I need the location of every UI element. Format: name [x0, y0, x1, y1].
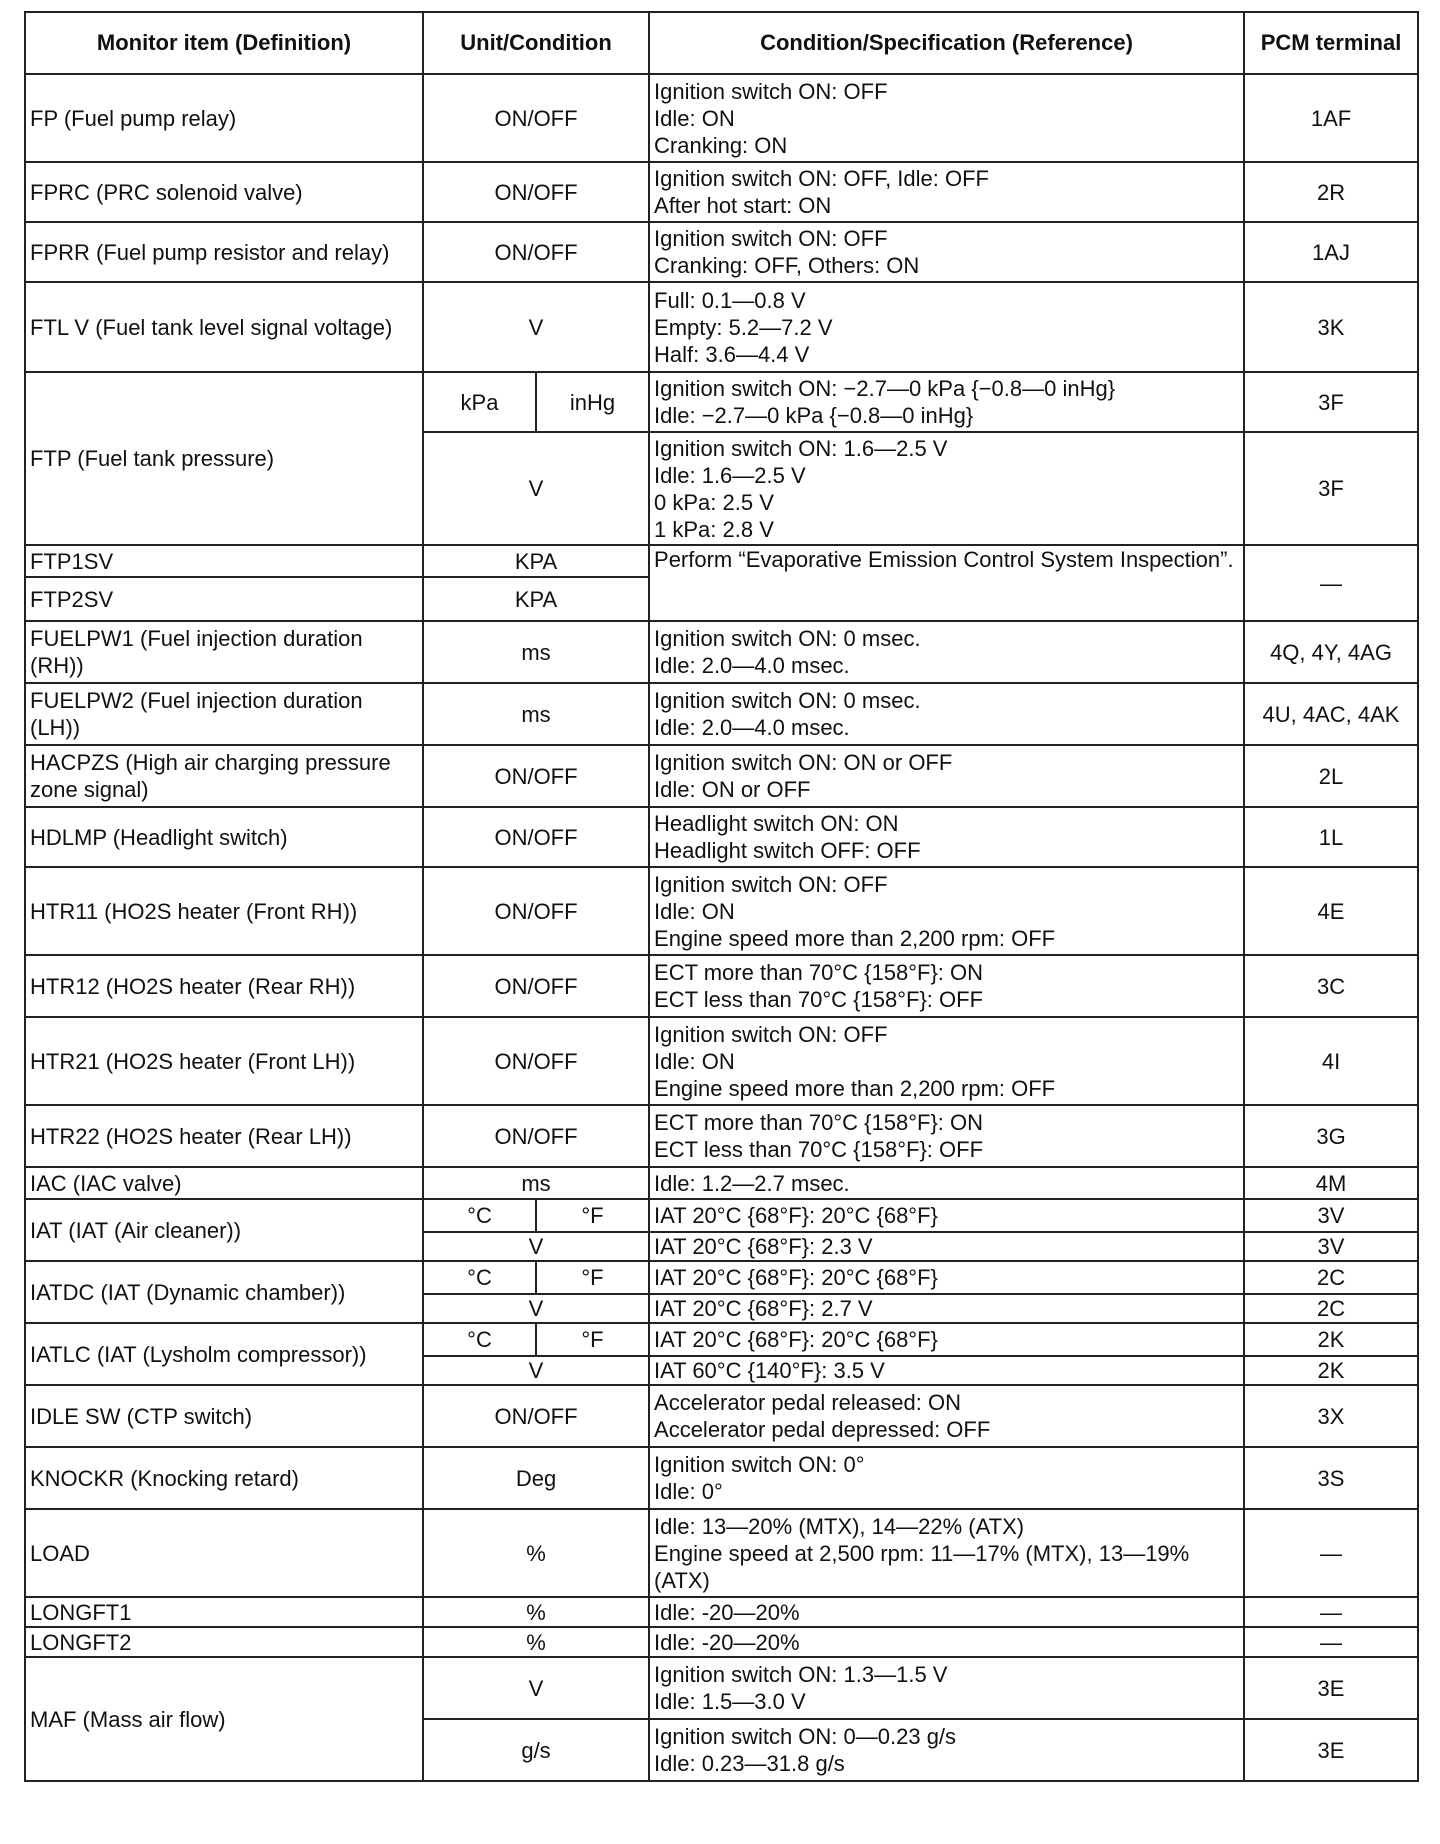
monitor-item: KNOCKR (Knocking retard) — [25, 1447, 423, 1509]
monitor-item: LOAD — [25, 1509, 423, 1597]
unit-condition: ON/OFF — [423, 1105, 649, 1167]
specification: Accelerator pedal released: ON Accelerator pedal depressed: OFF — [649, 1385, 1244, 1447]
table-row — [25, 1261, 1418, 1294]
specification: Ignition switch ON: OFF, Idle: OFF After hot start: ON — [649, 162, 1244, 222]
specification: IAT 20°C {68°F}: 2.7 V — [649, 1294, 1244, 1323]
monitor-item: FUELPW2 (Fuel injection duration (LH)) — [25, 683, 423, 745]
unit-condition: V — [423, 282, 649, 372]
monitor-item: IATDC (IAT (Dynamic chamber)) — [25, 1261, 423, 1323]
pcm-terminal: 2K — [1244, 1356, 1418, 1385]
table-row — [25, 1447, 1418, 1509]
unit-condition: ON/OFF — [423, 955, 649, 1017]
unit-fahrenheit: °F — [536, 1323, 649, 1356]
monitor-item: FTP (Fuel tank pressure) — [25, 372, 423, 545]
pcm-terminal: 3C — [1244, 955, 1418, 1017]
monitor-item: FP (Fuel pump relay) — [25, 74, 423, 162]
table-row — [25, 372, 1418, 432]
monitor-item: HACPZS (High air charging pressure zone signal) — [25, 745, 423, 807]
pcm-terminal: 3E — [1244, 1657, 1418, 1719]
monitor-item: HTR21 (HO2S heater (Front LH)) — [25, 1017, 423, 1105]
pcm-terminal: 3V — [1244, 1199, 1418, 1232]
pcm-terminal: 2C — [1244, 1261, 1418, 1294]
unit-condition: g/s — [423, 1719, 649, 1781]
specification: IAT 20°C {68°F}: 20°C {68°F} — [649, 1199, 1244, 1232]
specification: Ignition switch ON: −2.7—0 kPa {−0.8—0 inHg} Idle: −2.7—0 kPa {−0.8—0 inHg} — [649, 372, 1244, 432]
pcm-terminal: 3K — [1244, 282, 1418, 372]
unit-condition: ON/OFF — [423, 222, 649, 282]
monitor-spec-table — [24, 11, 1419, 1782]
table-row — [25, 683, 1418, 745]
header-unit-condition: Unit/Condition — [423, 12, 649, 74]
specification: Ignition switch ON: OFF Idle: ON Engine speed more than 2,200 rpm: OFF — [649, 867, 1244, 955]
specification: Ignition switch ON: 0° Idle: 0° — [649, 1447, 1244, 1509]
unit-condition: ON/OFF — [423, 807, 649, 867]
specification: ECT more than 70°C {158°F}: ON ECT less than 70°C {158°F}: OFF — [649, 1105, 1244, 1167]
specification: ECT more than 70°C {158°F}: ON ECT less than 70°C {158°F}: OFF — [649, 955, 1244, 1017]
unit-condition: % — [423, 1597, 649, 1627]
table-row — [25, 1105, 1418, 1167]
pcm-terminal: — — [1244, 545, 1418, 621]
specification: Idle: 13—20% (MTX), 14—22% (ATX) Engine speed at 2,500 rpm: 11—17% (MTX), 13—19% (ATX) — [649, 1509, 1244, 1597]
pcm-terminal: 2R — [1244, 162, 1418, 222]
specification: Perform “Evaporative Emission Control System Inspection”. — [649, 545, 1244, 621]
pcm-terminal: 3S — [1244, 1447, 1418, 1509]
unit-condition: ON/OFF — [423, 1017, 649, 1105]
unit-fahrenheit: °F — [536, 1199, 649, 1232]
table-row — [25, 807, 1418, 867]
table-row — [25, 1509, 1418, 1597]
monitor-item: FTP1SV — [25, 545, 423, 577]
unit-condition: V — [423, 1356, 649, 1385]
monitor-item: LONGFT2 — [25, 1627, 423, 1657]
table-row — [25, 282, 1418, 372]
monitor-item: IATLC (IAT (Lysholm compressor)) — [25, 1323, 423, 1385]
pcm-terminal: 3F — [1244, 432, 1418, 545]
monitor-item: HTR11 (HO2S heater (Front RH)) — [25, 867, 423, 955]
monitor-item: IAT (IAT (Air cleaner)) — [25, 1199, 423, 1261]
pcm-terminal: 1AF — [1244, 74, 1418, 162]
specification: Ignition switch ON: OFF Idle: ON Engine speed more than 2,200 rpm: OFF — [649, 1017, 1244, 1105]
table-row — [25, 867, 1418, 955]
pcm-terminal: 2L — [1244, 745, 1418, 807]
unit-condition: % — [423, 1509, 649, 1597]
pcm-terminal: 2K — [1244, 1323, 1418, 1356]
pcm-terminal: — — [1244, 1627, 1418, 1657]
table-row — [25, 955, 1418, 1017]
table-row — [25, 1167, 1418, 1199]
monitor-item: LONGFT1 — [25, 1597, 423, 1627]
specification: IAT 60°C {140°F}: 3.5 V — [649, 1356, 1244, 1385]
table-row — [25, 1627, 1418, 1657]
unit-inhg: inHg — [536, 372, 649, 432]
specification: Ignition switch ON: ON or OFF Idle: ON or OFF — [649, 745, 1244, 807]
unit-condition: ON/OFF — [423, 1385, 649, 1447]
table-row — [25, 1385, 1418, 1447]
monitor-item: HTR12 (HO2S heater (Rear RH)) — [25, 955, 423, 1017]
monitor-item: MAF (Mass air flow) — [25, 1657, 423, 1781]
table-row — [25, 1199, 1418, 1232]
unit-condition: V — [423, 1657, 649, 1719]
pcm-terminal: 3F — [1244, 372, 1418, 432]
table-row — [25, 162, 1418, 222]
monitor-item: FUELPW1 (Fuel injection duration (RH)) — [25, 621, 423, 683]
pcm-terminal: 4U, 4AC, 4AK — [1244, 683, 1418, 745]
pcm-terminal: 3G — [1244, 1105, 1418, 1167]
table-row — [25, 545, 1418, 577]
unit-kpa: kPa — [423, 372, 536, 432]
monitor-item: FPRC (PRC solenoid valve) — [25, 162, 423, 222]
table-row — [25, 222, 1418, 282]
table-row — [25, 745, 1418, 807]
specification: Ignition switch ON: 0 msec. Idle: 2.0—4.0 msec. — [649, 683, 1244, 745]
pcm-terminal: 4M — [1244, 1167, 1418, 1199]
unit-condition: Deg — [423, 1447, 649, 1509]
table-row — [25, 1017, 1418, 1105]
table-row — [25, 1597, 1418, 1627]
unit-condition: V — [423, 1294, 649, 1323]
unit-condition: V — [423, 432, 649, 545]
specification: Idle: -20—20% — [649, 1597, 1244, 1627]
table-row — [25, 74, 1418, 162]
unit-condition: ON/OFF — [423, 867, 649, 955]
monitor-item: HTR22 (HO2S heater (Rear LH)) — [25, 1105, 423, 1167]
unit-fahrenheit: °F — [536, 1261, 649, 1294]
header-condition-specification: Condition/Specification (Reference) — [649, 12, 1244, 74]
unit-condition: ON/OFF — [423, 745, 649, 807]
unit-condition: ms — [423, 621, 649, 683]
pcm-terminal: 2C — [1244, 1294, 1418, 1323]
specification: Ignition switch ON: 1.6—2.5 V Idle: 1.6—2.5 V 0 kPa: 2.5 V 1 kPa: 2.8 V — [649, 432, 1244, 545]
specification: IAT 20°C {68°F}: 2.3 V — [649, 1232, 1244, 1261]
specification: Ignition switch ON: 0 msec. Idle: 2.0—4.0 msec. — [649, 621, 1244, 683]
pcm-terminal: 3E — [1244, 1719, 1418, 1781]
unit-celsius: °C — [423, 1323, 536, 1356]
unit-condition: V — [423, 1232, 649, 1261]
pcm-terminal: 4E — [1244, 867, 1418, 955]
specification: Full: 0.1—0.8 V Empty: 5.2—7.2 V Half: 3.6—4.4 V — [649, 282, 1244, 372]
unit-celsius: °C — [423, 1199, 536, 1232]
pcm-terminal: 3V — [1244, 1232, 1418, 1261]
unit-condition: ms — [423, 683, 649, 745]
unit-condition: KPA — [423, 577, 649, 621]
pcm-terminal: 3X — [1244, 1385, 1418, 1447]
monitor-item: FTL V (Fuel tank level signal voltage) — [25, 282, 423, 372]
specification: Headlight switch ON: ON Headlight switch OFF: OFF — [649, 807, 1244, 867]
pcm-terminal: 4Q, 4Y, 4AG — [1244, 621, 1418, 683]
pcm-terminal: 1L — [1244, 807, 1418, 867]
unit-condition: ms — [423, 1167, 649, 1199]
unit-condition: ON/OFF — [423, 74, 649, 162]
unit-condition: ON/OFF — [423, 162, 649, 222]
specification: Ignition switch ON: 0—0.23 g/s Idle: 0.23—31.8 g/s — [649, 1719, 1244, 1781]
monitor-item: FTP2SV — [25, 577, 423, 621]
unit-condition: % — [423, 1627, 649, 1657]
specification: IAT 20°C {68°F}: 20°C {68°F} — [649, 1323, 1244, 1356]
table-row — [25, 1323, 1418, 1356]
header-pcm-terminal: PCM terminal — [1244, 12, 1418, 74]
table-header-row — [25, 12, 1418, 74]
specification: Idle: 1.2—2.7 msec. — [649, 1167, 1244, 1199]
unit-celsius: °C — [423, 1261, 536, 1294]
specification: IAT 20°C {68°F}: 20°C {68°F} — [649, 1261, 1244, 1294]
monitor-item: HDLMP (Headlight switch) — [25, 807, 423, 867]
table-row — [25, 1657, 1418, 1719]
specification: Idle: -20—20% — [649, 1627, 1244, 1657]
monitor-item: IDLE SW (CTP switch) — [25, 1385, 423, 1447]
pcm-terminal: — — [1244, 1597, 1418, 1627]
specification: Ignition switch ON: 1.3—1.5 V Idle: 1.5—3.0 V — [649, 1657, 1244, 1719]
monitor-item: IAC (IAC valve) — [25, 1167, 423, 1199]
monitor-item: FPRR (Fuel pump resistor and relay) — [25, 222, 423, 282]
table-row — [25, 621, 1418, 683]
unit-condition: KPA — [423, 545, 649, 577]
specification: Ignition switch ON: OFF Idle: ON Cranking: ON — [649, 74, 1244, 162]
header-monitor-item: Monitor item (Definition) — [25, 12, 423, 74]
pcm-terminal: — — [1244, 1509, 1418, 1597]
pcm-terminal: 1AJ — [1244, 222, 1418, 282]
pcm-terminal: 4I — [1244, 1017, 1418, 1105]
specification: Ignition switch ON: OFF Cranking: OFF, Others: ON — [649, 222, 1244, 282]
